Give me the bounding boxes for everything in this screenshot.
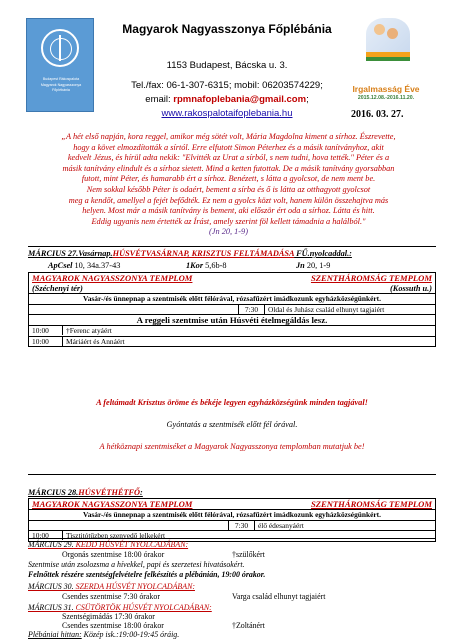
reading-book: ApCsel (48, 261, 73, 270)
mass-time: 10:00 (29, 337, 63, 346)
thursday-adoration: Szentségimádás 17:30 órakor (62, 612, 155, 621)
church-emblem-icon (41, 29, 79, 67)
gospel-line: futott, mint Péter, és hamarabb ért a sírhoz. Benézett, s látta a gyolcsot, de nem ment be. (81, 174, 376, 184)
table-row (29, 326, 436, 337)
mercy-logo-title: Irgalmasság Éve (352, 84, 420, 94)
wednesday-heading (28, 582, 195, 591)
year-of-mercy-logo (346, 14, 426, 122)
tuesday-mass: Orgonás szentmise 18:00 órakor (62, 550, 165, 559)
reading-book: Jn (296, 261, 305, 270)
gospel-line: Nem sokkal később Péter is odaért, bement a sírba és ő is látta az otthagyott gyolcsot (86, 184, 371, 194)
gospel-line: meg a kendőt, amellyel a fejét befődték. Ez nem a gyolcs közt volt, hanem külön összehajtva más (68, 195, 389, 205)
table-row (29, 510, 436, 521)
mass-intention: Oldal és Juhász család elhunyt tagjaiért (265, 304, 436, 315)
gospel-reference: (Jn 20, 1-9) (209, 227, 248, 237)
day-title: SZERDA HÚSVÉT NYOLCADÁBAN: (73, 582, 195, 591)
mercy-logo-dates: 2015.12.08.-2016.11.20. (357, 95, 415, 101)
church-left-name: MAGYAROK NAGYASSZONYA TEMPLOM (32, 273, 193, 283)
mercy-logo-band-green (366, 57, 410, 61)
section-divider (28, 246, 436, 247)
church-right-name: SZENTHÁROMSÁG TEMPLOM (310, 499, 432, 509)
rosary-note: Vasár-/és ünnepnap a szentmisék előtt félórával, rózsafűzért imádkozunk egyházközségünkért. (29, 510, 436, 521)
mass-intention: Tisztitótűzben szenvedő lelkekért (66, 531, 166, 541)
bible-study-text: Közép isk.:19:00-19:45 óráig. (81, 630, 180, 639)
gospel-line: helyen. Most már a másik tanítvány is bement, aki először ért oda a sírhoz. Látta és hitt. (82, 206, 375, 216)
monday-feast: HÚSVÉTHÉTFŐ (78, 488, 141, 497)
reading-ref: 10, 34a.37-43 (72, 261, 121, 270)
day-date: MÁRCIUS 31. (28, 603, 74, 612)
tuesday-catechesis-note: Felnőttek részére szentségfelvételre felkészítés a plébánián, 19:00 órakor. (28, 570, 266, 579)
sunday-octave-note: FŰ.nyolcaddal.: (294, 249, 352, 258)
section-divider (28, 474, 436, 475)
weekday-mass-note: A hétköznapi szentmiséket a Magyarok Nagyasszonya templomban mutatjuk be! (99, 442, 365, 451)
parish-address: 1153 Budapest, Bácska u. 3. (166, 60, 288, 71)
table-row (29, 499, 436, 510)
thursday-intention: †Zoltánért (232, 621, 265, 630)
table-row (29, 283, 436, 294)
church-left-name: MAGYAROK NAGYASSZONYA TEMPLOM (32, 499, 193, 509)
section-divider (28, 538, 436, 539)
gospel-line: „A hét első napján, kora reggel, amikor még sötét volt, Mária Magdolna kiment a sírhoz. Észrevette, (61, 132, 396, 141)
rosary-note: Vasár-/és ünnepnap a szentmisék előtt félórával, rózsafűzért imádkozunk egyházközségünkért. (29, 294, 436, 305)
confession-note: Gyóntatás a szentmisék előtt fél órával. (166, 420, 298, 429)
email-suffix: ; (306, 94, 309, 105)
table-row (29, 273, 436, 284)
bible-study-note (28, 630, 179, 639)
table-row (29, 336, 436, 347)
logo-text-line-2: Magyarok Nagyasszonya (40, 82, 82, 87)
gospel-line: másik tanítvány elindult és a sírhoz sietett. Mind a ketten futottak. De a másik tanítvány gyorsabban (62, 163, 395, 173)
parish-phone: Tel./fax: 06-1-307-6315; mobil: 06203574229; (131, 80, 323, 91)
tuesday-heading (28, 540, 188, 549)
bible-study-label: Plébániai hittan: (28, 630, 82, 639)
church-left-location: (Széchenyi tér) (32, 283, 83, 293)
gospel-line: hogy a követ elmozdították a sírtól. Erre elfutott Simon Péterhez és a másik tanítványhoz, akit (73, 142, 384, 152)
gospel-line: kedvelt Jézus, és hírül adta nekik: "Elvitték az Urat a sírból, s nem tudni, hova tették." Péter és a (67, 153, 390, 163)
church-right-location: (Kossuth u.) (390, 283, 432, 293)
parish-website-link[interactable]: www.rakospalotaifoplebania.hu (161, 108, 293, 119)
mass-time: 7:30 (229, 520, 255, 531)
reading-ref: 20, 1-9 (304, 261, 331, 270)
email-link[interactable]: rpmnafoplebania@gmail.com (173, 94, 307, 105)
mass-intention: élő édesanyáért (255, 520, 436, 531)
easter-wish: A feltámadt Krisztus öröme és békéje legyen egyházközségünk minden tagjával! (96, 398, 368, 407)
parish-title: Magyarok Nagyasszonya Főplébánia (122, 22, 332, 36)
tuesday-vespers-note: Szentmise után zsolozsma a hívekkel, papi és szerzetesi hivatásokért. (28, 560, 245, 569)
sunday-heading (28, 249, 352, 258)
monday-date: MÁRCIUS 28. (28, 488, 79, 497)
table-row (29, 520, 436, 531)
mass-time: 10:00 (29, 326, 63, 335)
table-row (29, 294, 436, 305)
day-title: CSÜTÖRTÖK HÚSVÉT NYOLCADÁBAN: (73, 603, 212, 612)
food-blessing-note: A reggeli szentmise után Húsvéti ételmegáldás lesz. (29, 315, 436, 326)
gospel-quote (36, 132, 421, 238)
day-date: MÁRCIUS 30. (28, 582, 74, 591)
mass-time: 7:30 (239, 304, 265, 315)
church-right-name: SZENTHÁROMSÁG TEMPLOM (310, 273, 432, 283)
bulletin-date: 2016. 03. 27. (351, 109, 404, 120)
table-row (29, 315, 436, 326)
parish-email-line (98, 94, 356, 105)
mass-time: 10:00 (29, 531, 63, 540)
wednesday-mass: Csendes szentmise 7:30 órakor (62, 592, 160, 601)
monday-schedule-table (28, 498, 436, 542)
reading-ref: 5,6b-8 (203, 261, 227, 270)
tuesday-intention: †szülőkért (232, 550, 265, 559)
reading-1 (48, 261, 120, 270)
sunday-schedule-table (28, 272, 436, 347)
monday-heading (28, 488, 143, 497)
wednesday-intention: Varga család elhunyt tagjaiért (232, 592, 326, 601)
table-row (29, 304, 436, 315)
thursday-mass: Csendes szentmise 18:00 órakor (62, 621, 164, 630)
monday-suffix: : (140, 488, 143, 497)
thursday-heading (28, 603, 212, 612)
day-title: KEDD HÚSVÉT NYOLCADÁBAN: (73, 540, 189, 549)
reading-2 (186, 261, 227, 270)
gospel-line: Eddig ugyanis nem értették az Írást, amely szerint föl kellett támadnia a halálból." (91, 216, 366, 226)
email-label: email: (145, 94, 174, 105)
reading-3 (296, 261, 330, 270)
sunday-feast: HÚSVÉTVASÁRNAP, KRISZTUS FELTÁMADÁSA (112, 249, 295, 258)
logo-text-line-1: Budapest Rákospalota (42, 77, 80, 81)
sunday-date: MÁRCIUS 27.Vasárnap. (28, 249, 113, 258)
parish-logo-text (30, 77, 92, 94)
mass-intention: Máriáért és Annáért (66, 336, 125, 346)
reading-book: 1Kor (186, 261, 204, 270)
logo-text-line-3: Főplébánia (52, 88, 70, 93)
parish-logo (26, 18, 94, 112)
mass-intention: †Ferenc atyáért (66, 326, 112, 336)
day-date: MÁRCIUS 29. (28, 540, 74, 549)
